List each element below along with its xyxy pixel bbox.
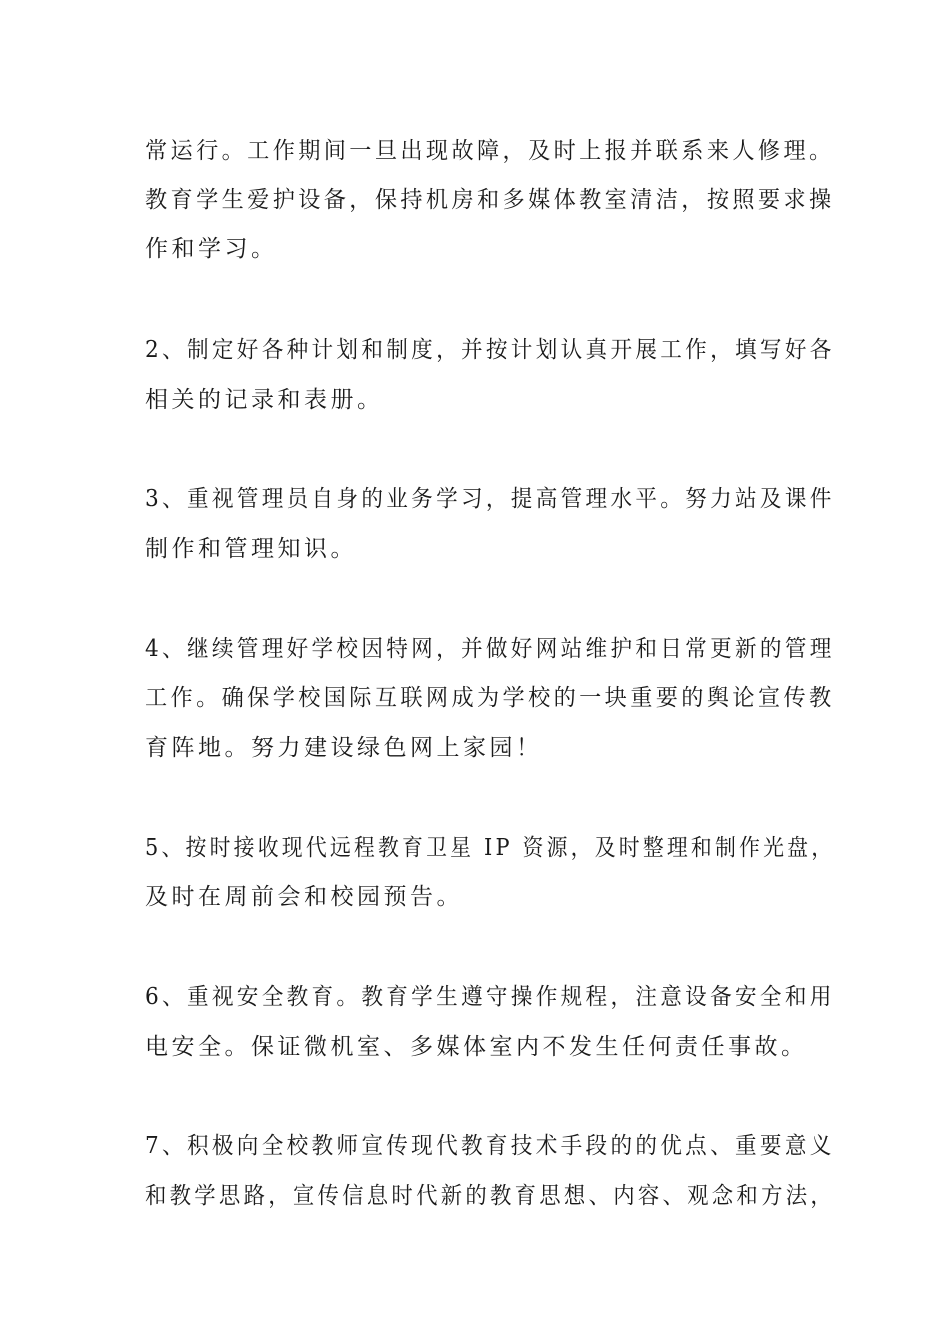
paragraph-4-line-1: 4、继续管理好学校因特网，并做好网站维护和日常更新的管理 (145, 636, 835, 662)
paragraph-5-line-1: 5、按时接收现代远程教育卫星 IP 资源，及时整理和制作光盘， (145, 835, 836, 861)
paragraph-6-line-1: 6、重视安全教育。教育学生遵守操作规程，注意设备安全和用 (145, 984, 835, 1010)
paragraph-7-line-2: 和教学思路，宣传信息时代新的教育思想、内容、观念和方法， (145, 1183, 835, 1209)
paragraph-1-line-2: 教育学生爱护设备，保持机房和多媒体教室清洁，按照要求操 (145, 187, 835, 213)
paragraph-7-line-1: 7、积极向全校教师宣传现代教育技术手段的的优点、重要意义 (145, 1133, 835, 1159)
paragraph-4-line-2: 工作。确保学校国际互联网成为学校的一块重要的舆论宣传教 (145, 685, 835, 711)
paragraph-6-line-2: 电安全。保证微机室、多媒体室内不发生任何责任事故。 (145, 1034, 808, 1060)
paragraph-3-line-1: 3、重视管理员自身的业务学习，提高管理水平。努力站及课件 (145, 486, 835, 512)
paragraph-4-line-3: 育阵地。努力建设绿色网上家园！ (145, 735, 543, 761)
paragraph-1-line-1: 常运行。工作期间一旦出现故障，及时上报并联系来人修理。 (145, 138, 835, 164)
paragraph-1-line-3: 作和学习。 (145, 236, 278, 262)
paragraph-2-line-1: 2、制定好各种计划和制度，并按计划认真开展工作，填写好各 (145, 337, 835, 363)
paragraph-3-line-2: 制作和管理知识。 (145, 536, 357, 562)
paragraph-2-line-2: 相关的记录和表册。 (145, 387, 384, 413)
paragraph-5-line-2: 及时在周前会和校园预告。 (145, 884, 463, 910)
